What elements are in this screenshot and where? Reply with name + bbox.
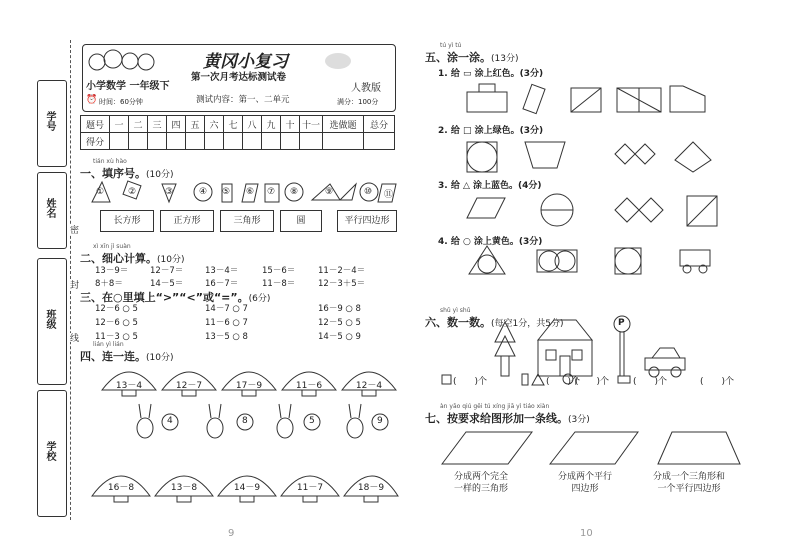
score-cell[interactable] (262, 133, 281, 150)
top-expr-1[interactable]: 13－4 (115, 381, 143, 391)
class-box[interactable] (37, 258, 67, 385)
exam-title: 第一次月考达标测试卷 (191, 72, 287, 83)
s7-caption-2 (558, 472, 612, 495)
shape-num-8: ⑧ (290, 187, 299, 197)
s5-title-text: 五、涂一涂。 (425, 51, 491, 64)
score-value-row (81, 133, 395, 150)
s1-pinyin: tián xù hào (93, 158, 127, 165)
seal-mark-xian: 线 (68, 333, 78, 342)
score-h1: 一 (110, 116, 129, 133)
triangle-icon (532, 374, 544, 385)
square-icon (442, 375, 451, 384)
shape-num-3: ③ (165, 187, 174, 197)
calc-2-2[interactable]: 14－5＝ (150, 279, 184, 289)
school-box[interactable] (37, 390, 67, 517)
score-cell[interactable] (364, 133, 395, 150)
s6-pinyin: shǔ yì shǔ (440, 307, 471, 314)
shape-num-1: ① (96, 187, 105, 197)
edition-label: 人教版 (351, 83, 381, 94)
score-cell[interactable] (110, 133, 129, 150)
parallelogram-1 (442, 432, 532, 464)
cmp-2-2[interactable]: 11－6 ○ 7 (205, 318, 248, 328)
top-expr-5[interactable]: 12－4 (355, 381, 383, 391)
s3-points: (6分) (248, 294, 271, 304)
bottom-expr-4[interactable]: 11－7 (296, 483, 324, 493)
top-expr-4[interactable]: 11－6 (295, 381, 323, 391)
s5-pinyin: tú yì tú (440, 42, 462, 49)
score-h13: 总分 (364, 116, 395, 133)
score-h12: 选做题 (323, 116, 364, 133)
s4-title-text: 四、连一连。 (80, 350, 146, 363)
s6-points: (每空1分，共5分) (491, 319, 564, 329)
q1-shapes (465, 82, 710, 117)
student-id-box[interactable] (37, 80, 67, 167)
shape-num-5: ⑤ (222, 187, 231, 197)
count-answer-3[interactable]: ( )个 (575, 377, 610, 387)
s4-pinyin: lián yì lián (93, 341, 124, 348)
box-parallelogram[interactable]: 平行四边形 (337, 210, 397, 232)
rabbit-num-2[interactable]: 8 (242, 416, 248, 426)
name-label: 姓名 (44, 198, 55, 218)
score-cell[interactable] (129, 133, 148, 150)
top-expr-3[interactable]: 17－9 (235, 381, 263, 391)
shape-num-9: ⑨ (325, 187, 334, 197)
calc-1-4[interactable]: 15－6＝ (262, 266, 296, 276)
s7-caption-3b: 一个平行四边形 (657, 483, 721, 494)
seal-mark-mi: 密 (68, 225, 78, 234)
count-answer-5[interactable]: ( )个 (700, 377, 735, 387)
box-triangle[interactable]: 三角形 (220, 210, 274, 232)
shape-num-4: ④ (199, 187, 208, 197)
s5-title (425, 49, 518, 65)
shape-num-11: ⑪ (384, 190, 394, 200)
page-number-left: 9 (228, 528, 235, 539)
calc-1-5[interactable]: 11－2－4＝ (318, 266, 366, 276)
count-picture (490, 312, 700, 378)
s5-q3: 3. 给 △ 涂上蓝色。(4分) (438, 181, 542, 191)
score-cell[interactable] (323, 133, 364, 150)
cloud-decoration (323, 49, 353, 71)
shape-num-7: ⑦ (267, 187, 276, 197)
s7-caption-3a: 分成一个三角形和 (653, 472, 726, 482)
s5-q2: 2. 给 □ 涂上绿色。(3分) (438, 126, 544, 136)
rabbit-num-3[interactable]: 5 (309, 416, 315, 426)
s7-caption-2a: 分成两个平行 (558, 472, 613, 482)
q4-shapes (465, 244, 725, 282)
count-answer-1[interactable]: ( )个 (453, 377, 488, 387)
shape-num-6: ⑥ (246, 187, 255, 197)
s2-pinyin: xì xīn jì suàn (93, 243, 131, 250)
score-cell[interactable] (243, 133, 262, 150)
kids-illustration (87, 47, 157, 77)
calc-1-2[interactable]: 12－7＝ (150, 266, 184, 276)
bottom-expr-1[interactable]: 16－8 (107, 483, 135, 493)
calc-1-3[interactable]: 13－4＝ (205, 266, 239, 276)
parallelogram-2 (550, 432, 638, 464)
s1-points: (10分) (146, 170, 174, 180)
s5-q1: 1. 给 ▭ 涂上红色。(3分) (438, 69, 544, 79)
score-cell[interactable] (186, 133, 205, 150)
score-h10: 十 (281, 116, 300, 133)
count-answer-4[interactable]: ( )个 (633, 377, 668, 387)
calc-2-5[interactable]: 12－3＋5＝ (318, 279, 366, 289)
seal-mark-feng: 封 (68, 280, 78, 289)
s7-title-text: 七、按要求给图形加一条线。 (425, 412, 568, 425)
score-h0: 题号 (81, 116, 110, 133)
cmp-2-3[interactable]: 12－5 ○ 5 (318, 318, 361, 328)
page-number-right: 10 (580, 528, 593, 539)
s6-title-text: 六、数一数。 (425, 316, 491, 329)
s4-points: (10分) (146, 353, 174, 363)
calc-2-3[interactable]: 16－7＝ (205, 279, 239, 289)
s7-title (425, 410, 590, 426)
s7-caption-3 (653, 472, 725, 495)
rabbit-num-1[interactable]: 4 (167, 416, 173, 426)
s7-caption-2b: 四边形 (571, 483, 599, 494)
s7-caption-1b: 一样的三角形 (454, 483, 509, 494)
s1-title-text: 一、填序号。 (80, 167, 146, 180)
q2-shapes (465, 138, 725, 176)
header-box (82, 44, 396, 112)
school-label: 学校 (44, 441, 55, 461)
s7-caption-1 (454, 472, 508, 495)
subject-label: 小学数学 一年级下 (86, 81, 170, 92)
score-h3: 三 (148, 116, 167, 133)
cmp-1-3[interactable]: 16－9 ○ 8 (318, 304, 361, 314)
box-square[interactable]: 正方形 (160, 210, 214, 232)
small-rect-icon (618, 376, 630, 383)
s7-pinyin: àn yāo qiú gěi tú xíng jiā yì tiáo xiàn (440, 403, 550, 410)
s7-caption-1a: 分成两个完全 (454, 472, 509, 482)
full-score-label: 满分：100分 (337, 98, 379, 106)
q3-shapes (465, 192, 725, 232)
score-cell[interactable] (205, 133, 224, 150)
parking-letter: P (618, 318, 625, 328)
calc-1-1[interactable]: 13－9＝ (95, 266, 129, 276)
score-h9: 九 (262, 116, 281, 133)
shape-num-2: ② (128, 187, 137, 197)
s5-q4: 4. 给 ○ 涂上黄色。(3分) (438, 237, 543, 247)
tree-top (495, 322, 515, 342)
house-roof (538, 320, 592, 340)
cmp-3-2[interactable]: 13－5 ○ 8 (205, 332, 248, 342)
box-rectangle[interactable]: 长方形 (100, 210, 154, 232)
score-cell[interactable] (300, 133, 323, 150)
score-h11: 十一 (300, 116, 323, 133)
brand-title: 黄冈小复习 (203, 52, 288, 72)
bottom-expr-3[interactable]: 14－9 (233, 483, 261, 493)
score-h4: 四 (167, 116, 186, 133)
score-cell[interactable] (167, 133, 186, 150)
calc-2-4[interactable]: 11－8＝ (262, 279, 296, 289)
score-cell[interactable] (224, 133, 243, 150)
score-r0: 得分 (81, 133, 110, 150)
s2-points: (10分) (157, 255, 185, 265)
s7-points: (3分) (568, 415, 590, 425)
score-h8: 八 (243, 116, 262, 133)
score-cell[interactable] (148, 133, 167, 150)
score-h5: 五 (186, 116, 205, 133)
bottom-expr-5[interactable]: 18－9 (357, 483, 385, 493)
cmp-1-1[interactable]: 12－6 ○ 5 (95, 304, 138, 314)
cmp-2-1[interactable]: 12－6 ○ 5 (95, 318, 138, 328)
calc-2-1[interactable]: 8＋8＝ (95, 279, 123, 289)
s2-title-text: 二、细心计算。 (80, 252, 157, 265)
time-label: 时间：60分钟 (99, 98, 143, 106)
rectangle-icon (522, 374, 528, 385)
top-expr-2[interactable]: 12－7 (175, 381, 203, 391)
bottom-expr-2[interactable]: 13－8 (170, 483, 198, 493)
s5-points: (13分) (491, 54, 519, 64)
s3-title-text: 三、在○里填上“>”“<”或“=”。 (80, 291, 249, 304)
score-header-row (81, 116, 395, 133)
s7-shapes (440, 430, 750, 468)
shape-num-10: ⑩ (364, 187, 373, 197)
clock-icon: ⏰ (86, 95, 98, 105)
rabbit-num-4[interactable]: 9 (377, 416, 383, 426)
score-table (80, 115, 395, 150)
score-h6: 六 (205, 116, 224, 133)
cmp-3-3[interactable]: 14－5 ○ 9 (318, 332, 361, 342)
content-label: 测试内容：第一、二单元 (196, 95, 290, 105)
cmp-3-1[interactable]: 11－3 ○ 5 (95, 332, 138, 342)
trapezoid (658, 432, 740, 464)
box-circle[interactable]: 圆 (280, 210, 322, 232)
s1-shapes (90, 180, 400, 210)
count-answer-2[interactable]: ( )个 (546, 377, 581, 387)
class-label: 班级 (44, 309, 55, 329)
shape-9b-triangle (340, 184, 356, 200)
s1-title (80, 165, 173, 181)
score-cell[interactable] (281, 133, 300, 150)
score-h7: 七 (224, 116, 243, 133)
score-h2: 二 (129, 116, 148, 133)
cmp-1-2[interactable]: 14－7 ○ 7 (205, 304, 248, 314)
student-id-label: 学号 (44, 111, 55, 131)
name-box[interactable] (37, 172, 67, 249)
